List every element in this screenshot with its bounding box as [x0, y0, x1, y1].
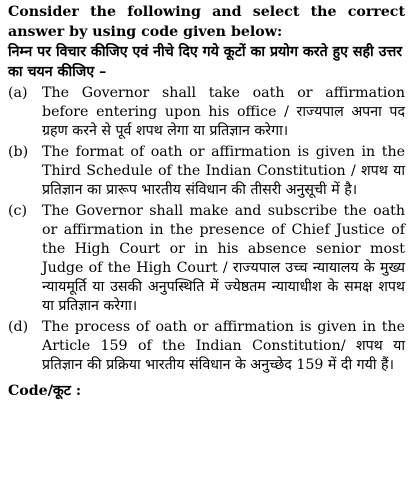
option-c-text: [42, 202, 405, 316]
option-c-english: The Governor shall make and subscribe the oath or affirmation in the presence of Chief Justice of the High Court or in his absence senior most Judge of the High Court /: [42, 203, 405, 276]
option-d-english: The process of oath or affirmation is given in the Article 159 of the Indian Constitution/: [42, 319, 405, 354]
option-c-hindi: राज्यपाल उच्च न्यायालय के मुख्य न्यायमूर्ति या उसकी अनुपस्थिति में ज्येष्ठतम न्यायाधीश के समक्ष शपथ या प्रतिज्ञान करेगा।: [42, 260, 405, 314]
option-b-english: The format of oath or affirmation is given in the Third Schedule of the Indian Constitution /: [42, 144, 405, 179]
option-b: [8, 143, 405, 200]
options-list: [8, 84, 405, 375]
question-hindi: निम्न पर विचार कीजिए एवं नीचे दिए गये कूटों का प्रयोग करते हुए सही उत्तर का चयन कीजिए –: [8, 44, 403, 80]
option-b-hindi: शपथ या प्रतिज्ञान का प्रारूप भारतीय संविधान की तीसरी अनुसूची में है।: [42, 163, 406, 198]
option-c-letter: (c): [8, 203, 28, 219]
option-b-text: [42, 143, 405, 200]
option-a-text: [42, 84, 405, 141]
option-d-letter: (d): [8, 319, 29, 335]
option-d-hindi: शपथ या प्रतिज्ञान की प्रक्रिया भारतीय संविधान के अनुच्छेद 159 में दी गयी हैं।: [42, 338, 406, 373]
option-a-letter: (a): [8, 85, 28, 101]
option-b-letter: (b): [8, 144, 29, 160]
option-c: [8, 202, 405, 316]
option-d: [8, 318, 405, 375]
option-a-english: The Governor shall take oath or affirmation before entering upon his office /: [42, 85, 405, 120]
option-a-hindi: राज्यपाल अपना पद ग्रहण करने से पूर्व शपथ लेगा या प्रतिज्ञान करेगा।: [42, 104, 406, 139]
code-label: Code/कूट :: [8, 383, 82, 399]
question-english: Consider the following and select the correct answer by using code given below:: [8, 4, 405, 40]
option-d-text: [42, 318, 405, 375]
option-a: [8, 84, 405, 141]
